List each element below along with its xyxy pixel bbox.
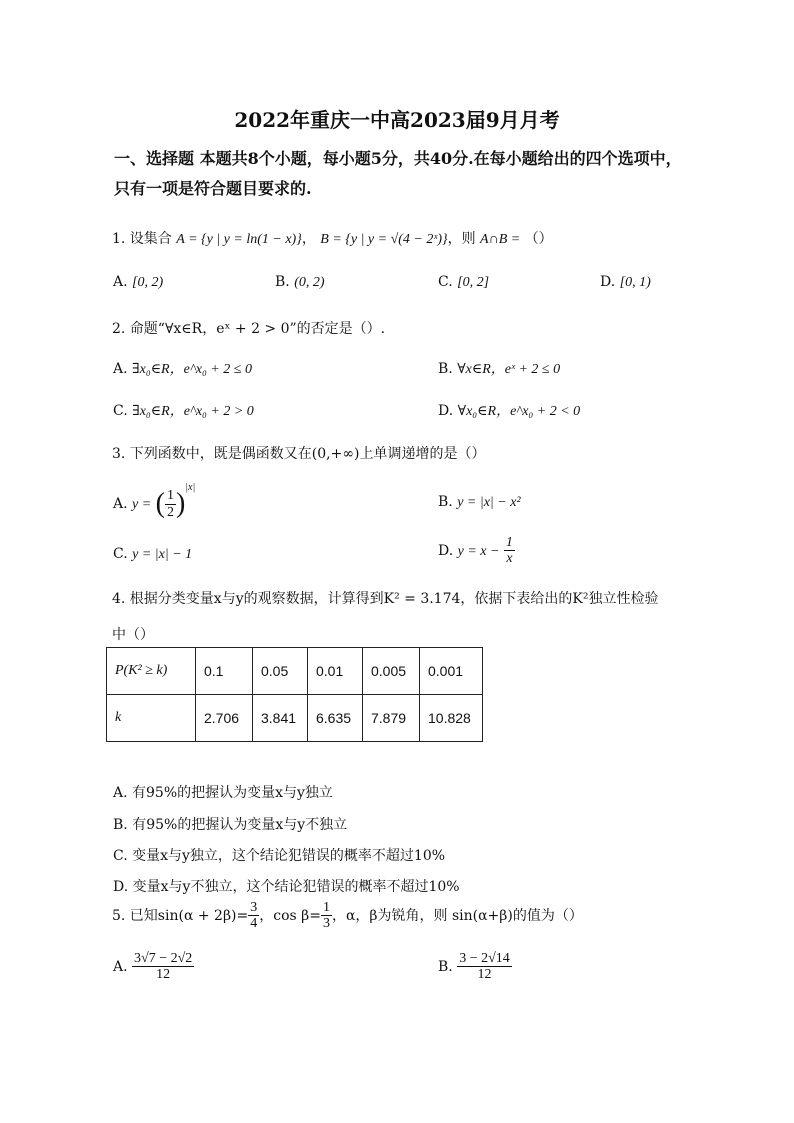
table-cell: 0.001: [420, 648, 483, 695]
probability-table: [106, 647, 483, 742]
q1-set-a: A = {y | y = ln(1 − x)}: [176, 232, 302, 247]
q3-option-c: C. y = |x| − 1: [113, 546, 193, 562]
q1-set-b: B = {y | y = √(4 − 2ˣ)}: [320, 232, 448, 247]
question-4-stem-line1: 4. 根据分类变量x与y的观察数据，计算得到K² = 3.174，依据下表给出的K²独立性检验: [112, 591, 659, 607]
q2-option-c: C. ∃x₀∈R，e^x₀ + 2 > 0: [113, 403, 254, 419]
table-cell: 0.01: [308, 648, 363, 695]
table-row: [107, 695, 483, 742]
question-5-stem: 5. 已知sin(α + 2β)= $\frac{3}{4}$ ，cos β= $\frac{1}{3}$ ，α，β为锐角，则 sin(α+β)的值为（）: [112, 900, 583, 932]
q2-option-b: B. ∀x∈R，eˣ + 2 ≤ 0: [438, 361, 561, 377]
table-cell: 0.005: [363, 648, 420, 695]
page-title: 2022年重庆一中高2023届9月月考: [234, 108, 560, 132]
table-cell: 3.841: [253, 695, 308, 742]
q3-option-a: A. y = ( $\frac{1}{2}$ )$^{|x|}$: [113, 482, 196, 520]
table-cell: P(K² ≥ k): [107, 648, 196, 695]
q1-prefix: 1. 设集合: [112, 231, 172, 247]
table-cell: 0.1: [196, 648, 253, 695]
q4-option-a: A. 有95%的把握认为变量x与y独立: [113, 785, 333, 801]
q3-option-d: D. y = x − $\frac{1}{x}$: [438, 535, 513, 567]
table-cell: 6.635: [308, 695, 363, 742]
q4-option-b: B. 有95%的把握认为变量x与y不独立: [113, 817, 348, 833]
q2-option-a: A. ∃x₀∈R，e^x₀ + 2 ≤ 0: [113, 361, 252, 377]
question-4-stem-line2: 中（）: [112, 627, 154, 643]
q4-option-c: C. 变量x与y独立，这个结论犯错误的概率不超过10%: [113, 848, 446, 864]
q1-option-c: C. [0, 2]: [438, 274, 490, 290]
q2-option-d: D. ∀x₀∈R，e^x₀ + 2 < 0: [438, 403, 581, 419]
question-3-stem: 3. 下列函数中，既是偶函数又在(0,+∞)上单调递增的是（）: [112, 446, 486, 462]
table-cell: 2.706: [196, 695, 253, 742]
q5-option-b: B. $\frac{3 - 2√14}{12}$: [438, 951, 510, 983]
question-2-stem: 2. 命题“∀x∈R，eˣ + 2 > 0”的否定是（）.: [112, 321, 386, 337]
q5-option-a: A. $\frac{3√7 - 2√2}{12}$: [113, 951, 193, 983]
table-cell: 7.879: [363, 695, 420, 742]
table-cell: 10.828: [420, 695, 483, 742]
q1-suffix: ，则: [447, 231, 476, 247]
q1-option-b: B. (0, 2): [275, 274, 325, 290]
q1-option-a: A. [0, 2): [113, 274, 164, 290]
q1-expression: A∩B =: [480, 232, 521, 247]
q1-paren: （）: [524, 231, 553, 247]
table-cell: 0.05: [253, 648, 308, 695]
section-heading-line1: 一、选择题 本题共8个小题，每小题5分，共40分.在每小题给出的四个选项中，: [114, 149, 682, 168]
q1-option-d: D. [0, 1): [600, 274, 651, 290]
table-cell: k: [107, 695, 196, 742]
q1-comma: ，: [301, 231, 316, 247]
q4-option-d: D. 变量x与y不独立，这个结论犯错误的概率不超过10%: [113, 879, 460, 895]
q3-option-b: B. y = |x| − x²: [438, 494, 521, 510]
table-row: [107, 648, 483, 695]
section-heading-line2: 只有一项是符合题目要求的.: [114, 179, 312, 198]
question-1-stem: [112, 228, 553, 248]
